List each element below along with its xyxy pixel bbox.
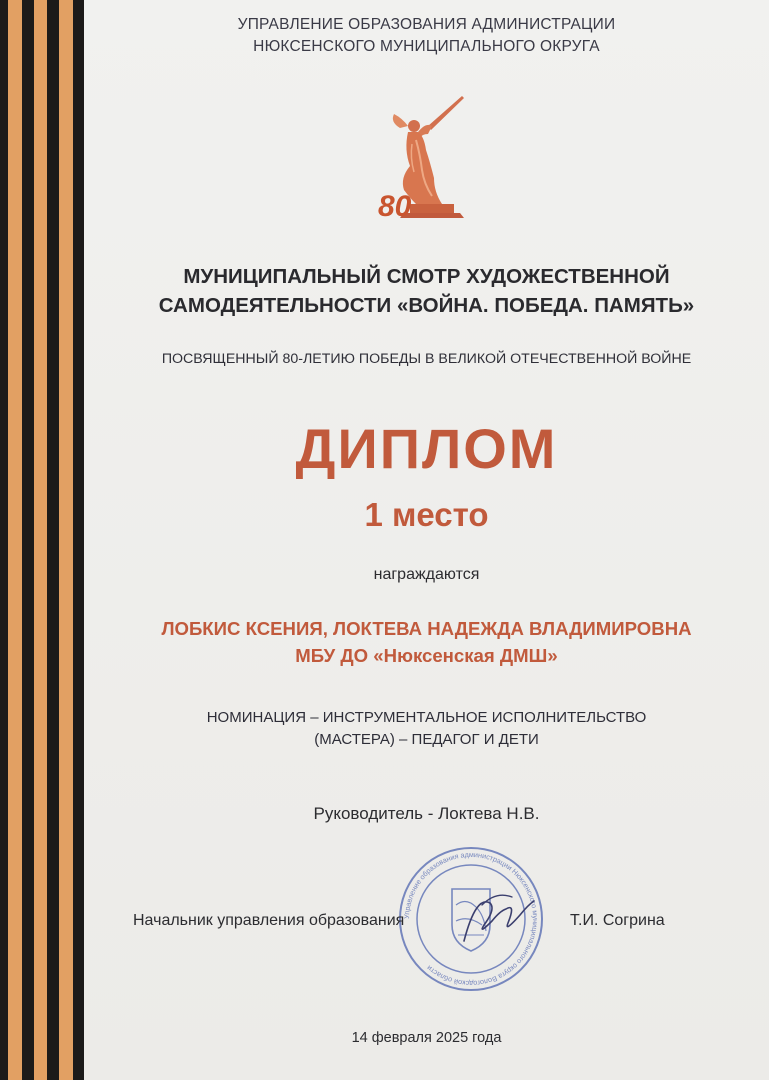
recipient-names: ЛОБКИС КСЕНИЯ, ЛОКТЕВА НАДЕЖДА ВЛАДИМИРОВНА	[161, 618, 692, 639]
event-title	[84, 262, 769, 320]
recipient-institution: МБУ ДО «Нюксенская ДМШ»	[295, 645, 558, 666]
leader-line: Руководитель - Локтева Н.В.	[313, 804, 540, 823]
issue-date: 14 февраля 2025 года	[351, 1030, 502, 1046]
seal-text-path: Управление образования администрации Нюксенского муниципального округа Вологодской области	[401, 849, 541, 989]
issuer-line-1: УПРАВЛЕНИЕ ОБРАЗОВАНИЯ АДМИНИСТРАЦИИ	[237, 16, 616, 33]
diploma-title: ДИПЛОМ	[295, 417, 558, 480]
awarded-label: награждаются	[373, 566, 480, 583]
event-subtitle: ПОСВЯЩЕННЫЙ 80-ЛЕТИЮ ПОБЕДЫ В ВЕЛИКОЙ ОТЕЧЕСТВЕННОЙ ВОЙНЕ	[161, 351, 692, 367]
issuer-line-2: НЮКСЕНСКОГО МУНИЦИПАЛЬНОГО ОКРУГА	[253, 38, 600, 55]
official-round-seal	[396, 845, 546, 993]
issuer-header	[84, 14, 769, 58]
nomination-line-1: НОМИНАЦИЯ – ИНСТРУМЕНТАЛЬНОЕ ИСПОЛНИТЕЛЬСТВО	[206, 709, 647, 726]
signatory-name: Т.И. Согрина	[570, 912, 665, 929]
signatory-role: Начальник управления образования	[133, 912, 405, 929]
victory-80-monument-logo	[370, 92, 470, 232]
event-title-line-2: САМОДЕЯТЕЛЬНОСТИ «ВОЙНА. ПОБЕДА. ПАМЯТЬ»	[158, 294, 695, 317]
st-george-ribbon	[0, 0, 84, 1080]
recipients-block	[84, 615, 769, 669]
award-place: 1 место	[364, 496, 489, 533]
nomination-block	[84, 707, 769, 751]
event-title-line-1: МУНИЦИПАЛЬНЫЙ СМОТР ХУДОЖЕСТВЕННОЙ	[183, 265, 670, 288]
nomination-line-2: (МАСТЕРА) – ПЕДАГОГ И ДЕТИ	[314, 731, 539, 748]
emblem-number: 80	[378, 190, 412, 223]
